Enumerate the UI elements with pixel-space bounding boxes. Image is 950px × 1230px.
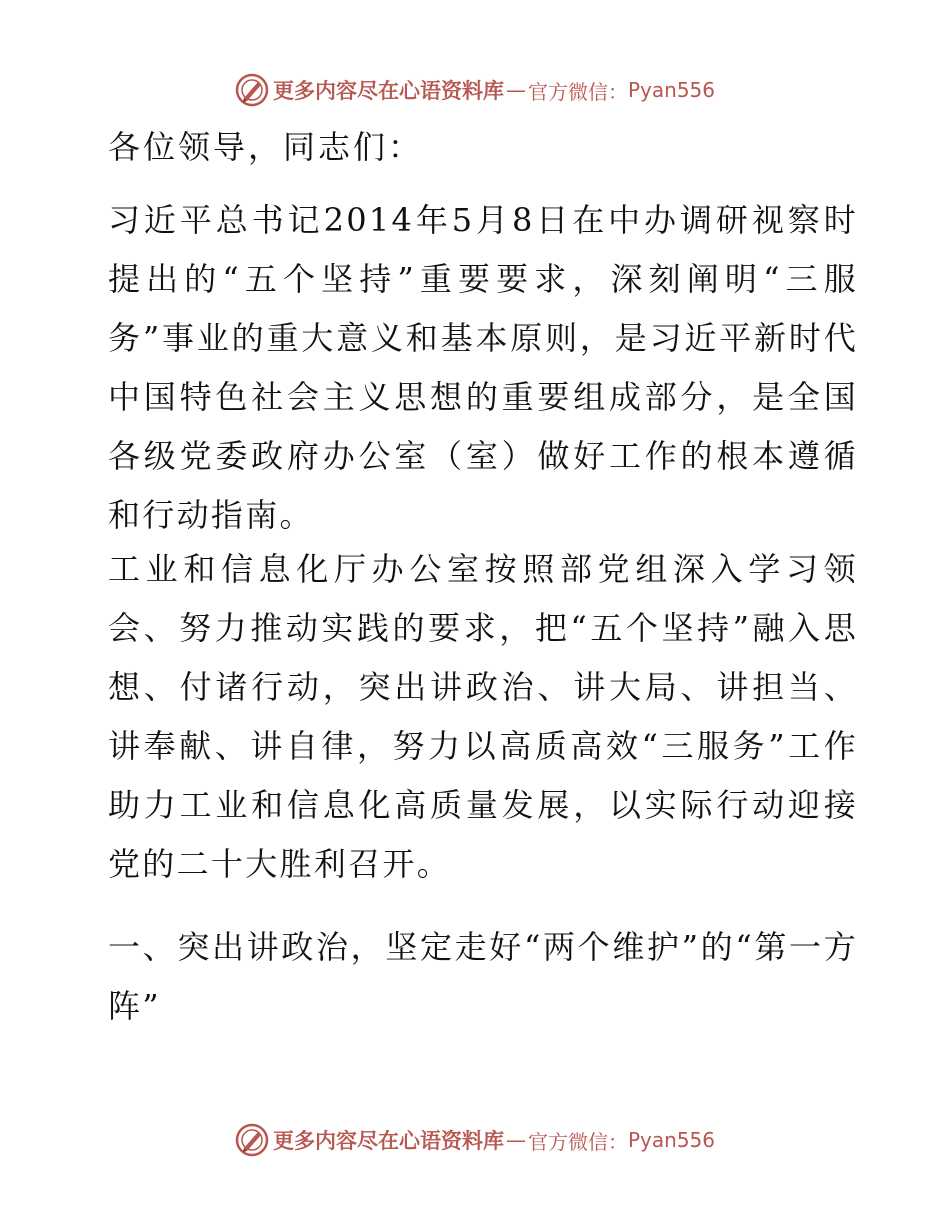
salutation: 各位领导，同志们： xyxy=(108,128,424,166)
banner-site-text: 更多内容尽在心语资料库 xyxy=(272,78,504,103)
pen-logo-icon xyxy=(235,73,269,107)
banner-site-text: 更多内容尽在心语资料库 xyxy=(272,1128,504,1153)
paragraph-intro: 习近平总书记2014年5月8日在中办调研视察时提出的“五个坚持”重要要求，深刻阐明“三服务”事业的重大意义和基本原则，是习近平新时代中国特色社会主义思想的重要组成部分，是全国各级党委政府办公室（室）做好工作的根本遵循和行动指南。 xyxy=(108,201,858,534)
footer-banner xyxy=(0,1120,950,1160)
banner-wechat-id: Pyan556 xyxy=(627,78,715,102)
header-banner xyxy=(0,70,950,110)
banner-wechat-label: 官方微信： xyxy=(527,1129,628,1154)
banner-wechat-id: Pyan556 xyxy=(627,1128,715,1152)
paragraph-office-practice: 工业和信息化厅办公室按照部党组深入学习领会、努力推动实践的要求，把“五个坚持”融入思想、付诸行动，突出讲政治、讲大局、讲担当、讲奉献、讲自律，努力以高质高效“三服务”工作助力工业和信息化高质量发展，以实际行动迎接党的二十大胜利召开。 xyxy=(108,550,858,883)
pen-logo-icon xyxy=(235,1123,269,1157)
section-heading-one: 一、突出讲政治，坚定走好“两个维护”的“第一方阵” xyxy=(108,928,858,1025)
banner-separator: — xyxy=(505,1128,526,1152)
banner-separator: — xyxy=(505,78,526,102)
banner-wechat-label: 官方微信： xyxy=(527,79,628,104)
